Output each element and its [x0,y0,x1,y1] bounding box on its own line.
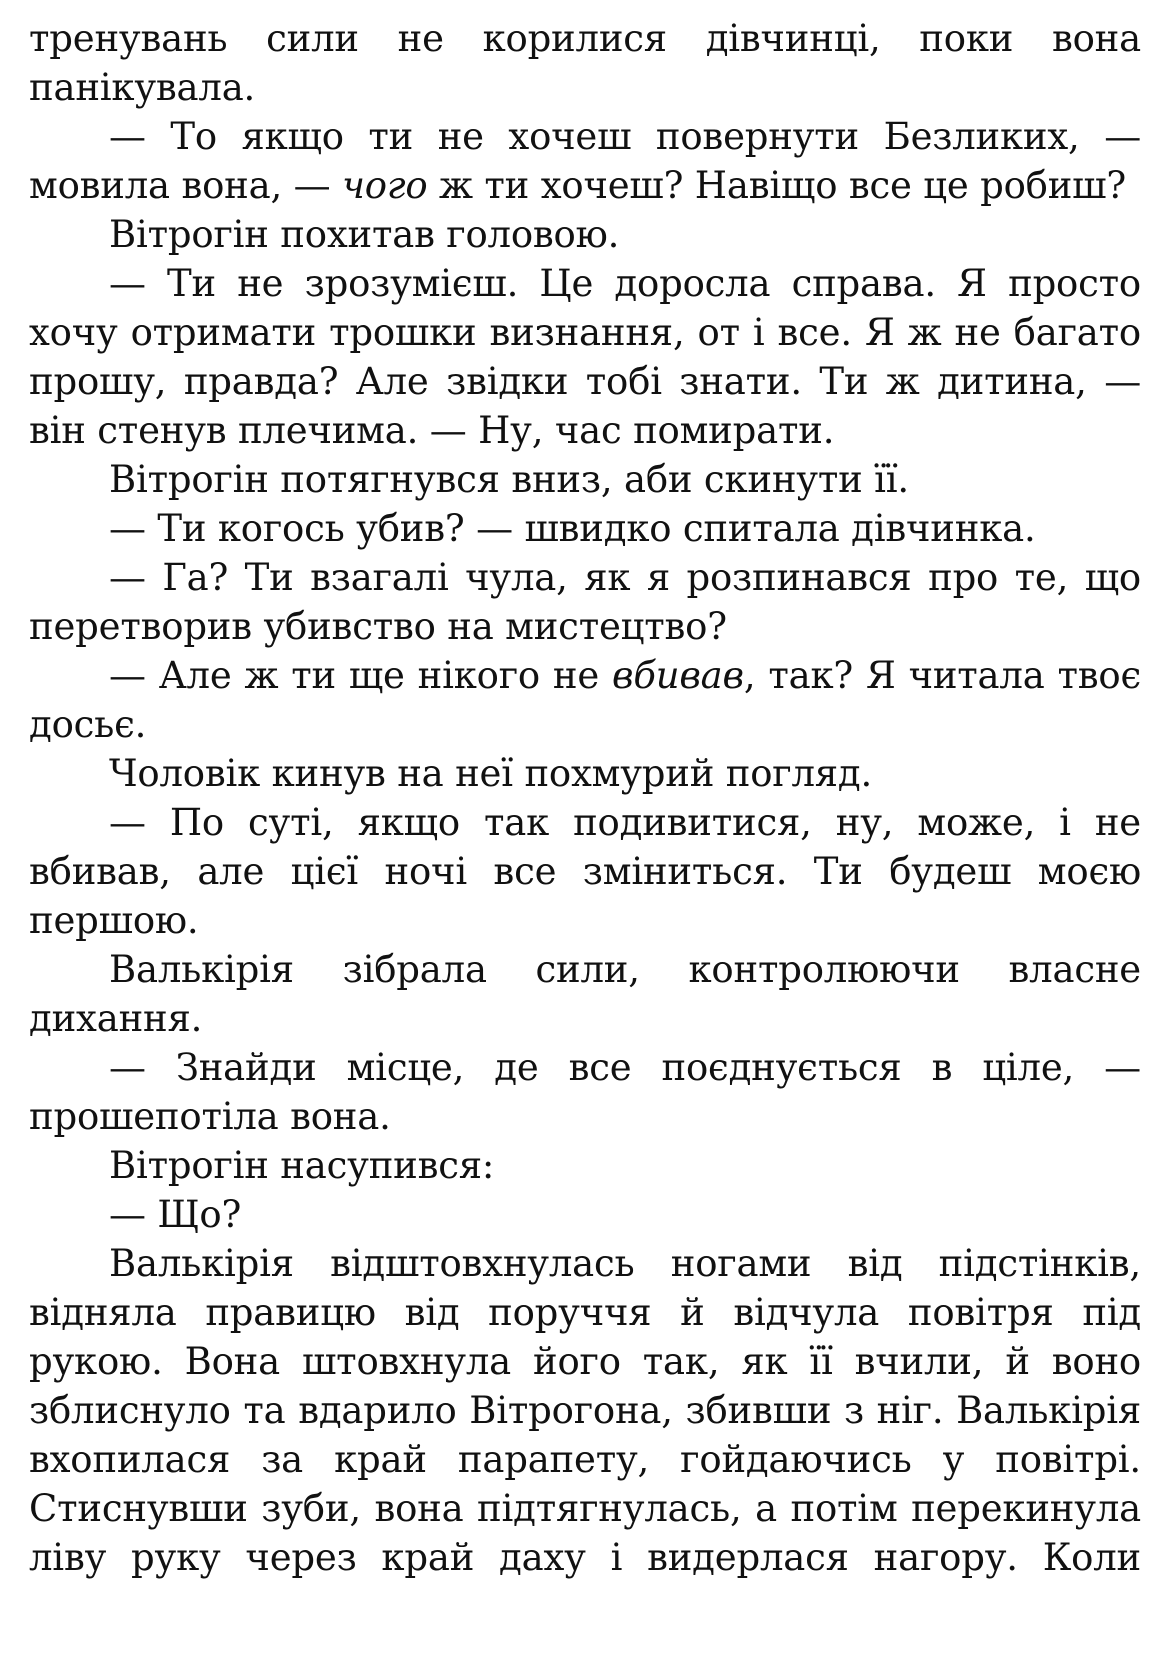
paragraph-narration: Чоловік кинув на неї похмурий погляд. [109,752,873,795]
paragraph-dialogue: — Що? [109,1193,242,1236]
paragraph-text-end: ж ти хочеш? Навіщо все це робиш? [427,164,1127,207]
paragraph-narration: Вітрогін потягнувся вниз, аби скинути її. [109,458,909,501]
paragraph-dialogue-question [29,112,1141,210]
paragraph-text-end: , так? Я читала твоє досьє. [29,654,1141,746]
paragraph-dialogue: — Ти не зрозумієш. Це доросла справа. Я просто хочу отримати трошки визнання, от і все. Я ж не багато прошу, правда? Але звідки тобі знати. Ти ж дитина, — він стенув плечима. — Ну, час помирати. [29,262,1141,452]
paragraph-dialogue: — По суті, якщо так подивитися, ну, може, і не вбивав, але цієї ночі все зміниться. Ти будеш моєю першою. [29,801,1141,942]
book-page-text [29,14,1141,1582]
paragraph-narration: Валькірія зібрала сили, контролюючи власне дихання. [29,948,1141,1040]
italic-emphasis-word: чого [341,164,428,207]
paragraph-dialogue: — Знайди місце, де все поєднується в ціле, — прошепотіла вона. [29,1046,1141,1138]
paragraph-text-start: — То якщо ти не хочеш повернути Безликих, — мовила вона, — [29,115,1141,207]
paragraph-dialogue [29,651,1141,749]
italic-emphasis-word: вбивав [612,654,744,697]
paragraph-narration: Валькірія відштовхнулась ногами від підстінків, відняла правицю від поруччя й відчула повітря під рукою. Вона штовхнула його так, як її вчили, й воно зблиснуло та вдарило Вітрогона, збивши з ніг. Валькірія вхопилася за край парапету, гойдаючись у повітрі. Стиснувши зуби, вона підтягнулась, а потім перекинула ліву руку через край даху і видерлася нагору. Коли [29,1242,1141,1579]
paragraph-dialogue: — Ти когось убив? — швидко спитала дівчинка. [109,507,1036,550]
paragraph-narration: Вітрогін похитав головою. [109,213,620,256]
paragraph-narration: Вітрогін насупився: [109,1144,495,1187]
paragraph-continuation: тренувань сили не корилися дівчинці, поки вона панікувала. [29,17,1141,109]
paragraph-text-start: — Але ж ти ще нікого не [109,654,612,697]
paragraph-dialogue: — Га? Ти взагалі чула, як я розпинався про те, що перетворив убивство на мистецтво? [29,556,1141,648]
